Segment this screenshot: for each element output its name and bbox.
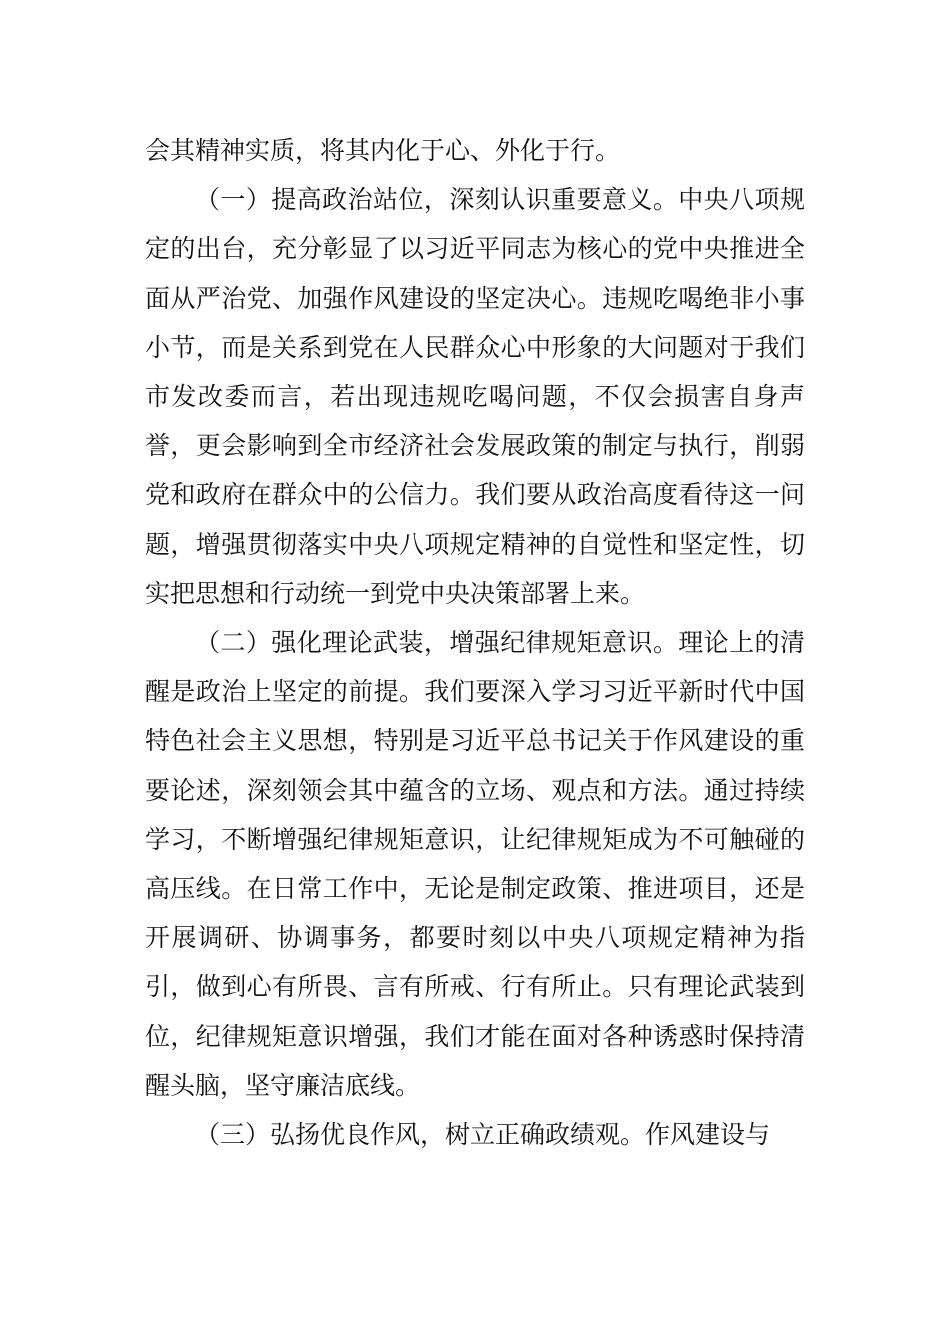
paragraph-continuation: 会其精神实质，将其内化于心、外化于行。 [145,136,621,165]
paragraph-section-one: （一）提高政治站位，深刻认识重要意义。中央八项规定的出台，充分彰显了以习近平同志为核心的党中央推进全面从严治党、加强作风建设的坚定决心。违规吃喝绝非小事小节，而是关系到党在人民群众心中形象的大问题对于我们市发改委而言，若出现违规吃喝问题，不仅会损害自身声誉，更会影响到全市经济社会发展政策的制定与执行，削弱党和政府在群众中的公信力。我们要从政治高度看待这一问题，增强贯彻落实中央八项规定精神的自觉性和坚定性，切实把思想和行动统一到党中央决策部署上来。 [145,185,805,608]
paragraph-section-three: （三）弘扬优良作风，树立正确政绩观。作风建设与 [195,1120,771,1150]
document-body [145,126,805,1159]
paragraph-section-two: （二）强化理论武装，增强纪律规矩意识。理论上的清醒是政治上坚定的前提。我们要深入学习习近平新时代中国特色社会主义思想，特别是习近平总书记关于作风建设的重要论述，深刻领会其中蕴含的立场、观点和方法。通过持续学习，不断增强纪律规矩意识，让纪律规矩成为不可触碰的高压线。在日常工作中，无论是制定政策、推进项目，还是开展调研、协调事务，都要时刻以中央八项规定精神为指引，做到心有所畏、言有所戒、行有所止。只有理论武装到位，纪律规矩意识增强，我们才能在面对各种诱惑时保持清醒头脑，坚守廉洁底线。 [145,628,805,1100]
